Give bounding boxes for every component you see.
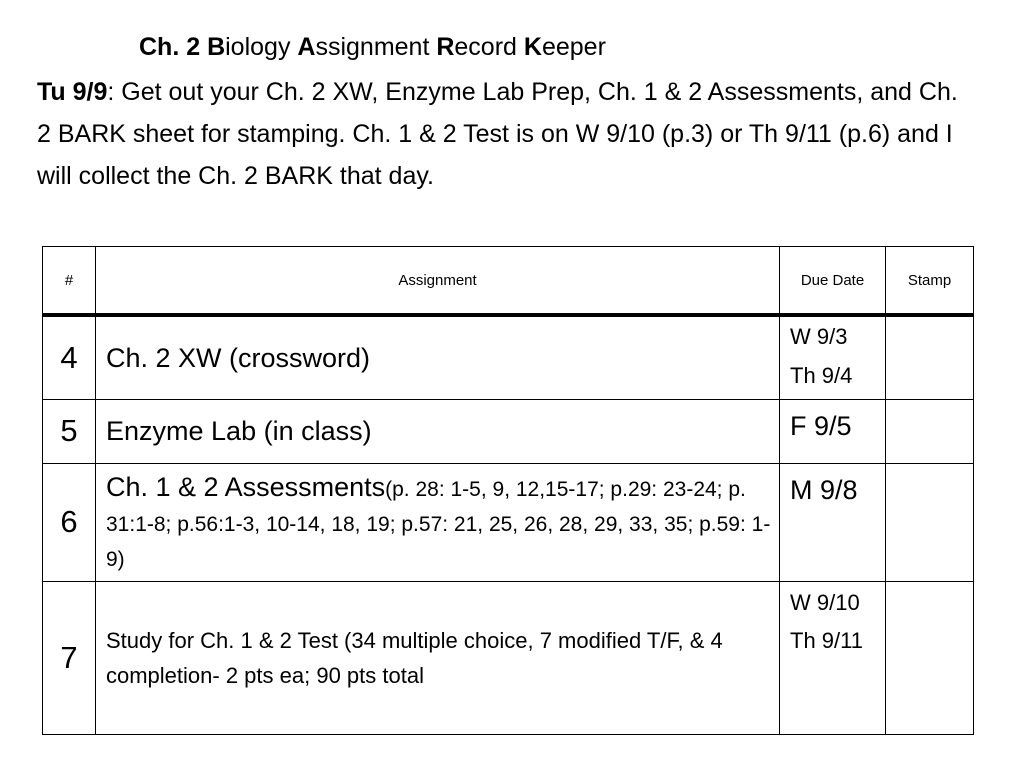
header-num: # [43, 247, 96, 316]
row-due-date: W 9/3 Th 9/4 [780, 315, 886, 399]
row-stamp-cell [886, 399, 974, 463]
table-header-row [43, 247, 974, 316]
notice-text: : Get out your Ch. 2 XW, Enzyme Lab Prep, Ch. 1 & 2 Assessments, and Ch. 2 BARK sheet for stamping. Ch. 1 & 2 Test is on W 9/10 (p.3) or Th 9/11 (p.6) and I will collect the Ch. 2 BARK that day. [37, 78, 958, 190]
row-due-date: M 9/8 [780, 463, 886, 581]
header-due-date: Due Date [780, 247, 886, 316]
header-assignment: Assignment [96, 247, 780, 316]
row-assignment: Ch. 1 & 2 Assessments(p. 28: 1-5, 9, 12,15-17; p.29: 23-24; p. 31:1-8; p.56:1-3, 10-14, 18, 19; p.57: 21, 25, 26, 28, 29, 33, 35; p.59: 1-9) [96, 463, 780, 581]
table-row [43, 315, 974, 399]
assignment-table [42, 246, 974, 735]
row-number: 5 [43, 399, 96, 463]
notice-paragraph [37, 71, 972, 197]
row-stamp-cell [886, 315, 974, 399]
row-assignment: Study for Ch. 1 & 2 Test (34 multiple choice, 7 modified T/F, & 4 completion- 2 pts ea; 90 pts total [96, 581, 780, 734]
row-assignment: Ch. 2 XW (crossword) [96, 315, 780, 399]
row-due-date: F 9/5 [780, 399, 886, 463]
row-number: 7 [43, 581, 96, 734]
table-row [43, 463, 974, 581]
row-due-date: W 9/10 Th 9/11 [780, 581, 886, 734]
notice-date: Tu 9/9 [37, 78, 108, 106]
table-row [43, 399, 974, 463]
page-title: Ch. 2 Biology Assignment Record Keeper [139, 33, 606, 61]
row-number: 6 [43, 463, 96, 581]
row-assignment: Enzyme Lab (in class) [96, 399, 780, 463]
table-row [43, 581, 974, 734]
row-number: 4 [43, 315, 96, 399]
row-stamp-cell [886, 463, 974, 581]
header-stamp: Stamp [886, 247, 974, 316]
row-stamp-cell [886, 581, 974, 734]
